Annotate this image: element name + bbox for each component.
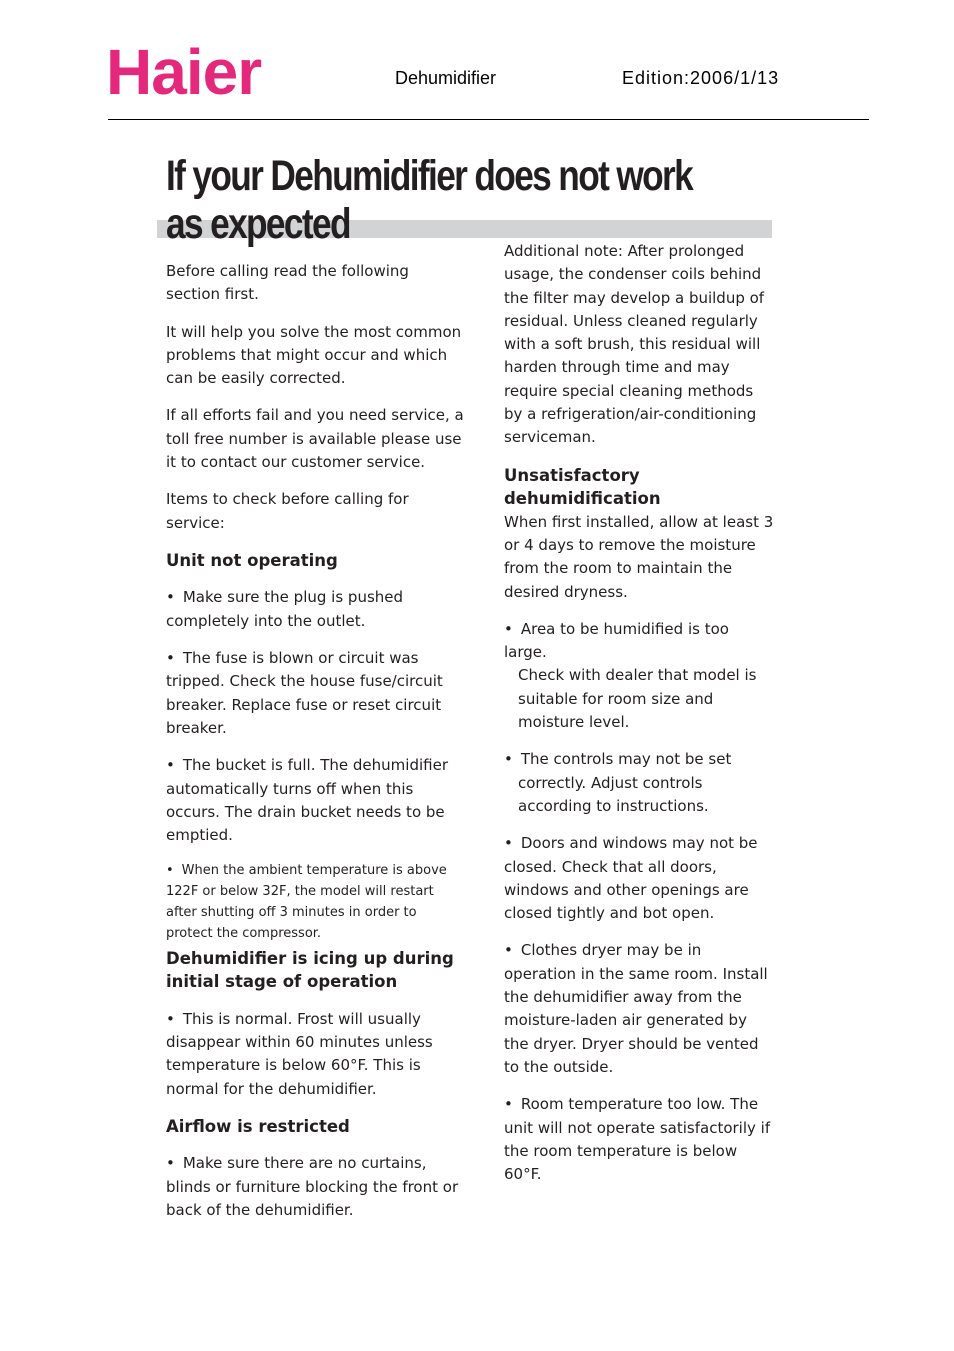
bullet-icon: • xyxy=(504,834,513,853)
list-item xyxy=(166,861,466,944)
bullet-icon: • xyxy=(166,649,175,668)
list-item xyxy=(166,1152,466,1222)
page-title-line-2: as expected xyxy=(166,200,350,248)
bullet-icon: • xyxy=(504,1095,513,1114)
list-item xyxy=(504,618,776,734)
list-item xyxy=(504,832,776,925)
intro-paragraph: Items to check before calling for service: xyxy=(166,490,409,532)
list-item-text: The controls may not be set xyxy=(520,750,732,769)
intro-paragraph: If all efforts fail and you need service, a toll free number is available please use it to contact our customer service. xyxy=(166,406,464,472)
header-edition: Edition:2006/1/13 xyxy=(622,68,780,88)
bullet-icon: • xyxy=(166,1154,175,1173)
list-item-text: Doors and windows may not be closed. Check that all doors, windows and other openings are closed tightly and bot open. xyxy=(504,834,758,923)
list-item xyxy=(504,1093,776,1186)
right-column xyxy=(504,240,776,1200)
bullet-icon: • xyxy=(166,588,175,607)
heading-icing-up-line-2: initial stage of operation xyxy=(166,972,398,992)
list-item-text: Room temperature too low. The unit will not operate satisfactorily if the room temperature is below 60°F. xyxy=(504,1095,771,1184)
page-title xyxy=(166,152,693,248)
additional-note: Additional note: After prolonged usage, the condenser coils behind the filter may develop a buildup of residual. Unless cleaned regularly with a soft brush, this residual will harden through time and may require special cleaning methods by a refrigeration/air-conditioning serviceman. xyxy=(504,242,765,447)
list-item xyxy=(166,754,466,847)
header-product-name: Dehumidifier xyxy=(395,68,497,88)
heading-unsatisfactory-dehumidification: Unsatisfactory dehumidification xyxy=(504,465,661,509)
haier-logo: Haier xyxy=(106,36,262,108)
list-item-text: The fuse is blown or circuit was tripped. Check the house fuse/circuit breaker. Replace fuse or reset circuit breaker. xyxy=(166,649,443,737)
list-item xyxy=(504,748,776,818)
bullet-icon: • xyxy=(166,863,174,879)
unsatisfactory-intro: When first installed, allow at least 3 or 4 days to remove the moisture from the room to maintain the desired dryness. xyxy=(504,512,774,601)
list-item-text: correctly. Adjust controls according to instructions. xyxy=(518,773,709,815)
list-item-text: The bucket is full. The dehumidifier automatically turns off when this occurs. The drain bucket needs to be emptied. xyxy=(166,756,448,845)
header-divider xyxy=(108,119,869,120)
list-item-text: This is normal. Frost will usually disappear within 60 minutes unless temperature is below 60°F. This is normal for the dehumidifier. xyxy=(166,1009,433,1098)
list-item-text: Area to be humidified is too large. xyxy=(504,619,729,662)
page-title-line-1: If your Dehumidifier does not work xyxy=(166,152,693,200)
bullet-icon: • xyxy=(504,750,513,769)
bullet-icon: • xyxy=(166,756,175,775)
intro-paragraph: Before calling read the following section first. xyxy=(166,262,409,304)
bullet-icon: • xyxy=(504,619,513,638)
list-item-text: Make sure there are no curtains, blinds or furniture blocking the front or back of the dehumidifier. xyxy=(166,1154,459,1219)
left-column xyxy=(166,260,466,1236)
intro-paragraph: It will help you solve the most common problems that might occur and which can be easily corrected. xyxy=(166,322,462,388)
bullet-icon: • xyxy=(504,941,513,960)
list-item xyxy=(504,939,776,1079)
list-item xyxy=(166,647,466,740)
list-item-text: Clothes dryer may be in operation in the same room. Install the dehumidifier away from the moisture-laden air generated by the dryer. Dryer should be vented to the outside. xyxy=(504,941,768,1076)
list-item xyxy=(166,586,466,633)
list-item-text: Check with dealer that model is suitable for room size and moisture level. xyxy=(518,666,757,732)
heading-unit-not-operating: Unit not operating xyxy=(166,550,338,570)
heading-icing-up-line-1: Dehumidifier is icing up during xyxy=(166,948,454,968)
bullet-icon: • xyxy=(166,1009,175,1028)
list-item-text: When the ambient temperature is above 122F or below 32F, the model will restart after shutting off 3 minutes in order to protect the compressor. xyxy=(166,863,447,941)
list-item-text: Make sure the plug is pushed completely into the outlet. xyxy=(166,588,404,630)
list-item xyxy=(166,1008,466,1101)
heading-airflow-restricted: Airflow is restricted xyxy=(166,1116,350,1136)
